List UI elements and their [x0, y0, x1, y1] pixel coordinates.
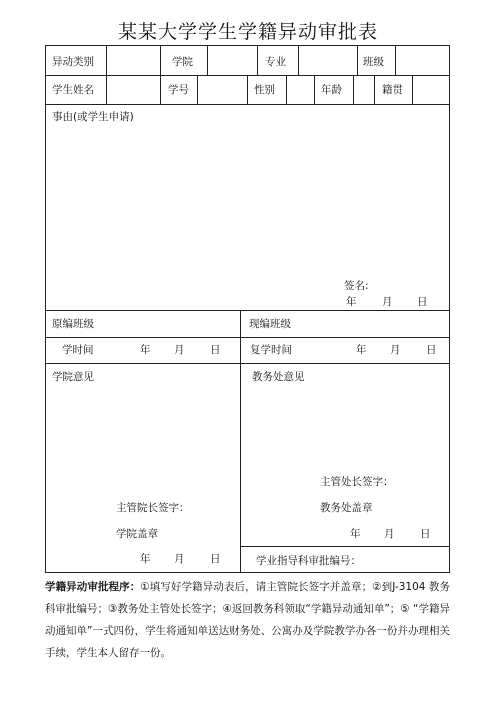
cell-divider: [314, 75, 315, 104]
student-no-label: 学号: [168, 84, 189, 96]
date-month: 月: [382, 296, 393, 308]
academic-year: 年: [350, 528, 361, 540]
cell-divider: [374, 75, 375, 104]
college-label: 学院: [172, 56, 193, 68]
college-month: 月: [174, 553, 185, 565]
approval-number-label: 学业指导科审批编号：: [256, 555, 361, 567]
row-divider: [46, 363, 449, 364]
cell-divider: [160, 46, 161, 75]
resume-day: 日: [426, 344, 437, 356]
college-field[interactable]: [208, 46, 257, 75]
cell-divider: [247, 75, 248, 104]
procedure-heading: 学籍异动审批程序：: [45, 581, 141, 593]
college-seal-label: 学院盖章: [116, 528, 158, 540]
age-label: 年龄: [321, 84, 342, 96]
row-divider: [46, 337, 449, 338]
class-field[interactable]: [396, 46, 449, 75]
academic-day: 日: [420, 528, 431, 540]
date-year: 年: [346, 296, 357, 308]
origin-label: 籍贯: [382, 84, 403, 96]
approval-number-field[interactable]: [376, 547, 449, 572]
row-divider: [46, 104, 449, 105]
director-sign-label: 主管处长签字：: [320, 476, 394, 488]
date-day: 日: [417, 296, 428, 308]
dean-sign-label: 主管院长签字：: [116, 502, 190, 514]
class-label: 班级: [363, 56, 384, 68]
college-year: 年: [140, 553, 151, 565]
current-class-label: 现编班级: [249, 318, 291, 330]
suspend-day: 日: [210, 344, 221, 356]
reason-textarea[interactable]: [46, 126, 449, 276]
procedure-body: ①填写好学籍异动表后，请主管院长签字并盖章；②到J-3104 教务科审批编号；③教务处主管处长签字；④返回教务科领取“学籍异动通知单”；⑤ “学籍异动通知单”一式四份，学生将通知单送达财务处、公寓办及学院教学办各一份并办理相关手续，学生本人留存一份。: [45, 581, 450, 659]
signature-label: 签名:: [344, 280, 369, 292]
age-field[interactable]: [354, 75, 374, 104]
cell-divider: [160, 75, 161, 104]
college-opinion-label: 学院意见: [52, 371, 94, 383]
major-field[interactable]: [299, 46, 357, 75]
cell-divider: [257, 46, 258, 75]
college-opinion-field[interactable]: [46, 386, 240, 496]
suspend-time-label: 学时间: [62, 344, 94, 356]
academic-month: 月: [384, 528, 395, 540]
row-divider: [46, 310, 449, 311]
cell-divider: [357, 46, 358, 75]
suspend-month: 月: [174, 344, 185, 356]
major-label: 专业: [265, 56, 286, 68]
original-class-label: 原编班级: [52, 318, 94, 330]
origin-field[interactable]: [413, 75, 449, 104]
reason-label: 事由(或学生申请): [52, 111, 134, 123]
academic-seal-label: 教务处盖章: [320, 502, 373, 514]
academic-opinion-field[interactable]: [241, 386, 449, 476]
student-no-field[interactable]: [198, 75, 247, 104]
resume-year: 年: [356, 344, 367, 356]
student-name-field[interactable]: [107, 75, 160, 104]
resume-time-label: 复学时间: [250, 344, 292, 356]
suspend-year: 年: [140, 344, 151, 356]
gender-field[interactable]: [287, 75, 314, 104]
change-type-field[interactable]: [107, 46, 160, 75]
student-name-label: 学生姓名: [52, 84, 94, 96]
approval-form: [45, 45, 450, 573]
form-title: 某某大学学生学籍异动审批表: [117, 21, 378, 43]
college-day: 日: [210, 553, 221, 565]
resume-month: 月: [390, 344, 401, 356]
change-type-label: 异动类别: [52, 56, 94, 68]
academic-opinion-label: 教务处意见: [252, 371, 305, 383]
gender-label: 性别: [254, 84, 275, 96]
procedure-note: [45, 576, 450, 664]
